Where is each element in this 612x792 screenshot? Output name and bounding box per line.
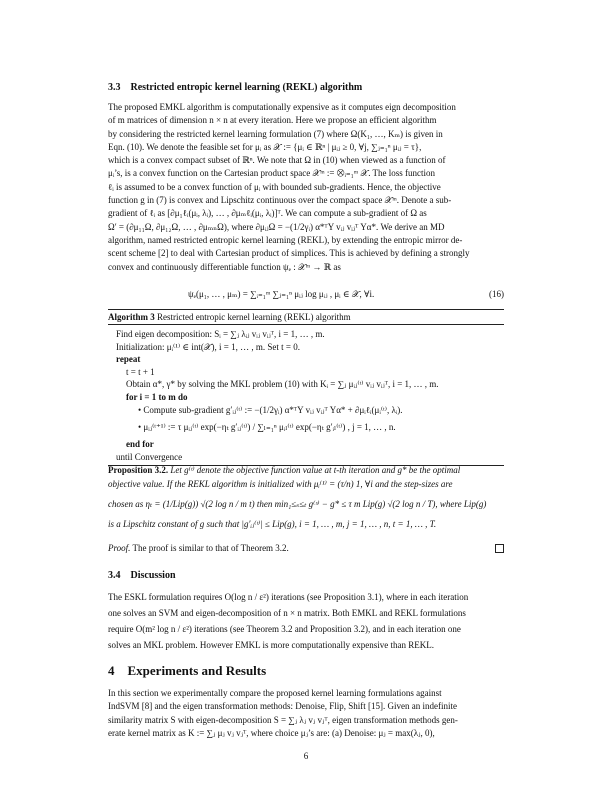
text-line: one solves an SVM and eigen-decomposition of n × n matrix. Both EMKL and REKL formulations: [108, 608, 466, 618]
text-line: similarity matrix S with eigen-decomposition S = ∑ⱼ λⱼ vⱼ vⱼᵀ, eigen transformation methods gen-: [108, 714, 458, 725]
algorithm-line: Initialization: μᵢ⁽¹⁾ ∈ int(𝒳), i = 1, … , m. Set t = 0.: [116, 341, 300, 352]
algorithm-line: t = t + 1: [126, 366, 155, 377]
algorithm-body: [108, 325, 504, 465]
proof-text: The proof is similar to that of Theorem 3.2.: [130, 543, 289, 553]
section-3-4-paragraph: [108, 589, 504, 653]
text-line: by considering the restricted kernel learning formulation (7) where Ω(K₁, …, Kₘ) is given in: [108, 128, 443, 139]
section-heading-4: 4 Experiments and Results: [108, 663, 267, 678]
section-3-3-paragraph: [108, 101, 504, 274]
section-4-paragraph: [108, 687, 504, 740]
text-line: erate kernel matrix as K := ∑ⱼ μⱼ vⱼ vⱼᵀ, where choice μⱼ’s are: (a) Denoise: μⱼ = max(λⱼ, 0),: [108, 727, 435, 738]
proposition-text: Let g⁽ᵗ⁾ denote the objective function value at t-th iteration and g* be the optimal: [170, 465, 461, 475]
proposition-3-2: [108, 463, 504, 531]
proof: [108, 542, 504, 555]
algorithm-keyword-repeat: repeat: [116, 354, 141, 365]
equation-number: (16): [489, 289, 504, 299]
proof-label: Proof.: [108, 543, 131, 553]
text-line: ℓᵢ is assumed to be a convex function of μᵢ with bounded sub-gradients. Hence, the objective: [108, 181, 441, 192]
equation-16: [108, 289, 504, 300]
text-line: convex and continuously differentiable function ψₑ : 𝒳ᵐ → ℝ as: [108, 261, 341, 272]
algorithm-keyword-endfor: end for: [126, 439, 154, 450]
proposition-line: objective value. If the REKL algorithm is initialized with μᵢ⁽¹⁾ = (τ/n) 1, ∀i and the step-sizes are: [108, 479, 453, 489]
text-line: Eqn. (10). We denote the feasible set for μᵢ as 𝒳 := {μᵢ ∈ ℝⁿ | μᵢⱼ ≥ 0, ∀j, ∑ⱼ₌₁ⁿ μᵢⱼ = τ},: [108, 141, 422, 152]
text-line: solves an MKL problem. However EMKL is more computationally expensive than REKL.: [108, 640, 435, 650]
proposition-line: is a Lipschitz constant of g such that |g′ᵢⱼ⁽ᵗ⁾| ≤ Lip(g), i = 1, … , m, j = 1, … , n, t = 1, … , T.: [108, 519, 437, 529]
algorithm-line: Find eigen decomposition: Sᵢ = ∑ⱼ λᵢⱼ vᵢⱼ vᵢⱼᵀ, i = 1, … , m.: [116, 329, 325, 339]
algorithm-line: • Compute sub-gradient g′ᵢⱼ⁽ᵗ⁾ := −(1/2γᵢ) α*ᵀY vᵢⱼ vᵢⱼᵀ Yα* + ∂μᵢℓᵢ(μᵢ⁽ᵗ⁾, λᵢ).: [138, 404, 403, 415]
algorithm-keyword-until: until Convergence: [116, 451, 183, 462]
text-line: algorithm, named restricted entropic kernel learning (REKL), by extending the entropic mirror de-: [108, 234, 463, 245]
algorithm-line: Obtain α*, γ* by solving the MKL problem (10) with Kᵢ = ∑ⱼ μᵢⱼ⁽ᵗ⁾ vᵢⱼ vᵢⱼᵀ, i = 1, … , m.: [126, 379, 439, 390]
text-line: which is a convex compact subset of ℝⁿ. We note that Ω in (10) when viewed as a function of: [108, 155, 446, 166]
text-line: The proposed EMKL algorithm is computationally expensive as it computes eign decomposition: [108, 102, 456, 112]
qed-icon: [495, 544, 504, 553]
text-line: function g in (7) is convex and Lipschitz continuous over the compact space 𝒳ᵐ. Denote a sub-: [108, 195, 452, 206]
text-line: The ESKL formulation requires O(log n / ε²) iterations (see Proposition 3.1), where in each iteration: [108, 592, 469, 602]
text-line: gradient of ℓᵢ as [∂μ₁ℓᵢ(μᵢ, λᵢ), … , ∂μₘℓᵢ(μᵢ, λᵢ)]ᵀ. We can compute a sub-gradient of Ω as: [108, 208, 427, 219]
section-heading-3-3: 3.3 Restricted entropic kernel learning (REKL) algorithm: [108, 82, 363, 93]
algorithm-box: [108, 309, 504, 466]
algorithm-label: Algorithm 3: [108, 312, 155, 322]
proposition-line: chosen as ηₜ = (1/Lip(g)) √(2 log n / m t) then min₁≤ₛ≤ₜ g⁽ˢ⁾ − g* ≤ τ m Lip(g) √(2 log n / T), where Lip(g): [108, 499, 487, 509]
equation-body: ψₑ(μ₁, … , μₘ) = ∑ᵢ₌₁ᵐ ∑ⱼ₌₁ⁿ μᵢⱼ log μᵢⱼ , μᵢ ∈ 𝒳, ∀i.: [188, 289, 375, 299]
text-line: scent scheme [2] to deal with Cartesian product of simplices. This is achieved by defining a strongly: [108, 248, 470, 259]
text-line: of m matrices of dimension n × n at every iteration. Here we propose an efficient algorithm: [108, 115, 437, 126]
proposition-label: Proposition 3.2.: [108, 465, 169, 475]
algorithm-caption: Restricted entropic kernel learning (REKL) algorithm: [154, 312, 351, 322]
proposition-line: [108, 463, 504, 477]
text-line: require O(m² log n / ε²) iterations (see Theorem 3.2 and Proposition 3.2), and in each iteration one: [108, 624, 461, 634]
text-line: μᵢ’s, is a convex function on the Cartesian product space 𝒳ᵐ := ⨂ᵢ₌₁ᵐ 𝒳. The loss function: [108, 168, 436, 179]
text-line: Ω′ = (∂μ₁₁Ω, ∂μ₁₂Ω, … , ∂μₘₙΩ), where ∂μᵢⱼΩ = −(1/2γᵢ) α*ᵀY vᵢⱼ vᵢⱼᵀ Yα*. We derive an MD: [108, 221, 445, 232]
text-line: IndSVM [8] and the eigen transformation methods: Denoise, Flip, Shift [15]. Given an indefinite: [108, 701, 457, 712]
section-heading-3-4: 3.4 Discussion: [108, 570, 176, 581]
algorithm-line: • μᵢⱼ⁽ᵗ⁺¹⁾ := τ μᵢⱼ⁽ᵗ⁾ exp(−ηₜ g′ᵢⱼ⁽ᵗ⁾) / ∑ₗ₌₁ⁿ μᵢₗ⁽ᵗ⁾ exp(−ηₜ g′ᵢₗ⁽ᵗ⁾) , j = 1, … , n.: [138, 422, 396, 433]
algorithm-title: [108, 310, 504, 325]
page-number: 6: [303, 751, 309, 761]
algorithm-keyword-for: for i = 1 to m do: [126, 391, 188, 402]
text-line: In this section we experimentally compare the proposed kernel learning formulations against: [108, 688, 442, 698]
